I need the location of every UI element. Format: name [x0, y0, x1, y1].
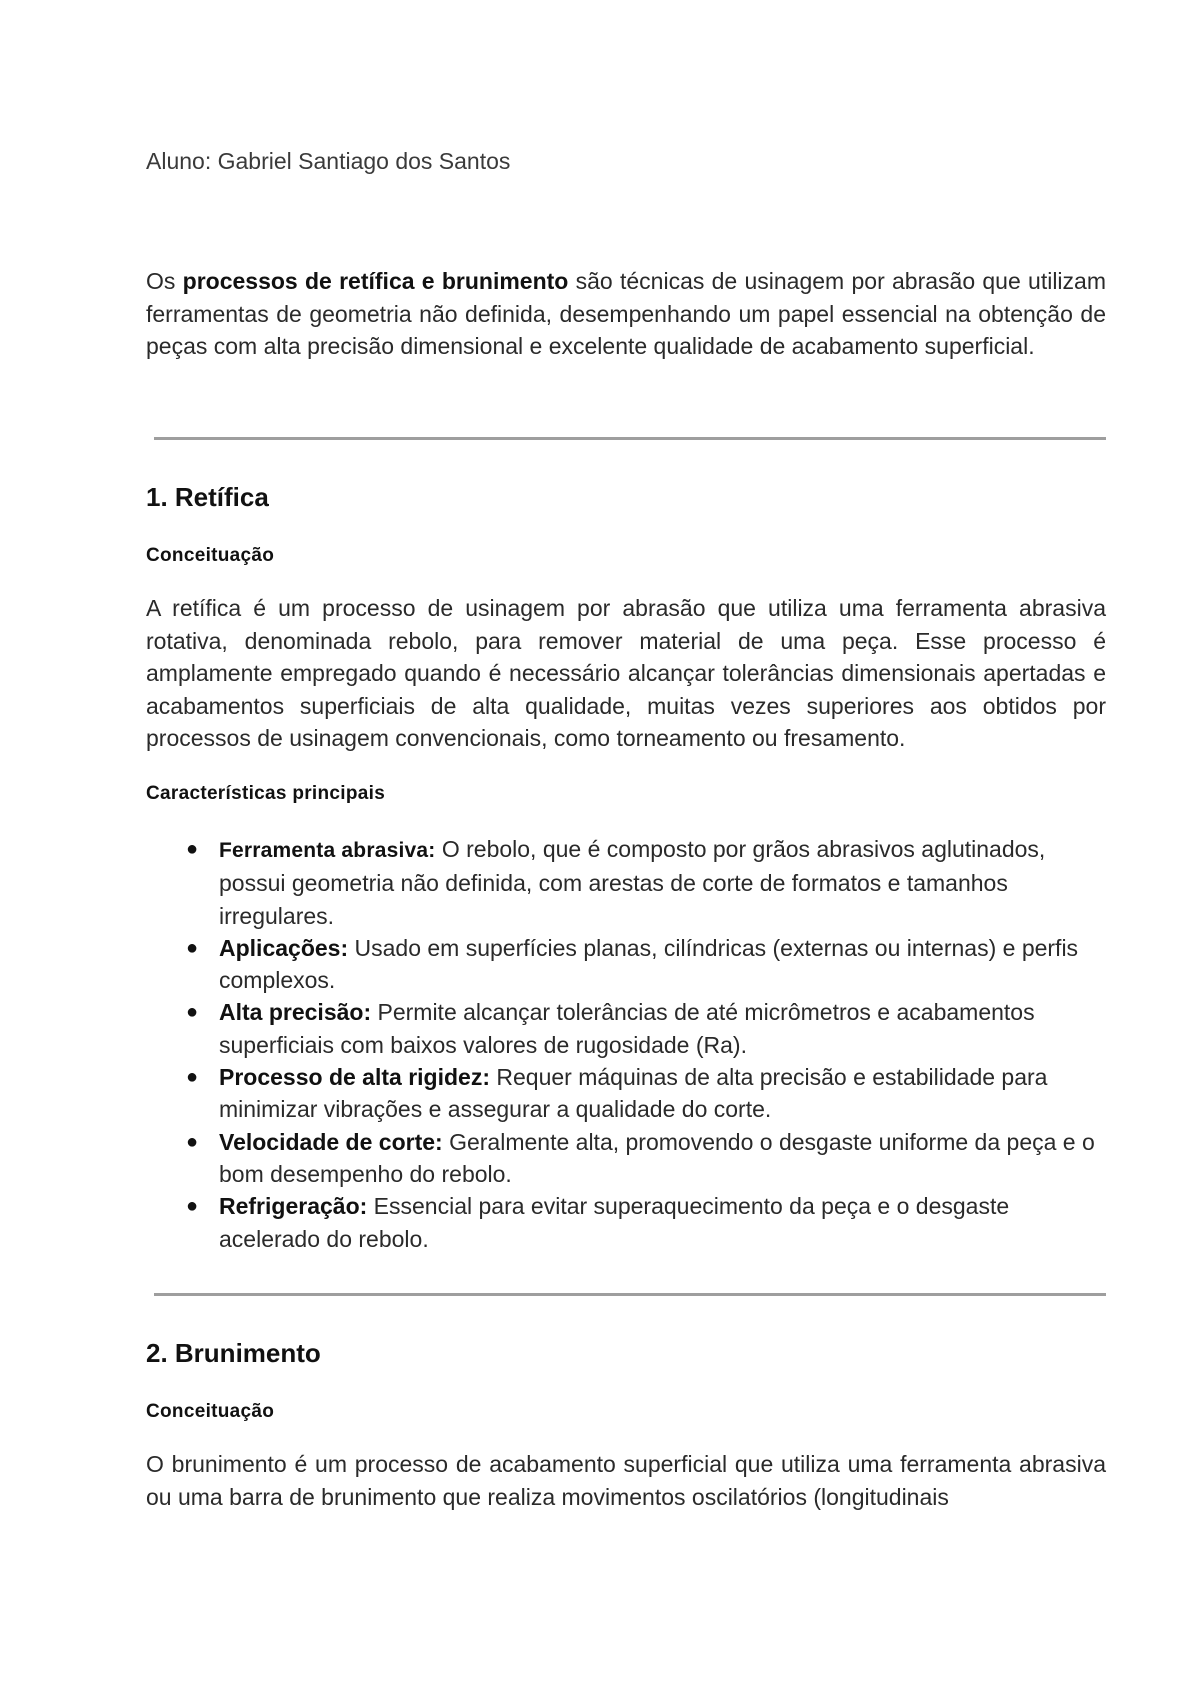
- list-item: [146, 1190, 1106, 1255]
- list-item-term: Refrigeração:: [219, 1193, 368, 1220]
- concept-text-brunimento: O brunimento é um processo de acabamento superficial que utiliza uma ferramenta abrasiva ou uma barra de brunimento que realiza movimentos oscilatórios (longitudinais: [146, 1451, 1106, 1510]
- student-name: Aluno: Gabriel Santiago dos Santos: [146, 148, 511, 174]
- features-heading: Características principais: [146, 783, 386, 804]
- list-item: [146, 1061, 1106, 1126]
- list-item-term: Ferramenta abrasiva:: [219, 839, 436, 862]
- bullet-icon: ●: [186, 1130, 199, 1153]
- features-list: [146, 833, 1106, 1255]
- concept-heading-retifica: Conceituação: [146, 545, 275, 566]
- intro-paragraph: [146, 265, 1106, 363]
- section-title-brunimento: 2. Brunimento: [146, 1338, 321, 1368]
- list-item: [146, 932, 1106, 997]
- list-item-text: Permite alcançar tolerâncias de até micrômetros e acabamentos superficiais com baixos valores de rugosidade (Ra).: [219, 999, 1035, 1058]
- concept-heading-brunimento: Conceituação: [146, 1401, 275, 1422]
- section-divider: [154, 437, 1106, 440]
- list-item: [146, 833, 1106, 932]
- bullet-icon: ●: [186, 1001, 199, 1024]
- bullet-icon: ●: [186, 1066, 199, 1089]
- list-item-text: O rebolo, que é composto por grãos abrasivos aglutinados, possui geometria não definida, com arestas de corte de formatos e tamanhos irregulares.: [219, 836, 1046, 929]
- list-item-text: Requer máquinas de alta precisão e estabilidade para minimizar vibrações e assegurar a qualidade do corte.: [219, 1064, 1048, 1123]
- bullet-icon: ●: [186, 838, 199, 860]
- intro-bold: processos de retífica e brunimento: [182, 268, 569, 294]
- list-item-term: Aplicações:: [219, 934, 349, 961]
- list-item-term: Processo de alta rigidez:: [219, 1064, 490, 1091]
- section-title-retifica: 1. Retífica: [146, 482, 269, 512]
- list-item-text: Essencial para evitar superaquecimento da peça e o desgaste acelerado do rebolo.: [219, 1193, 1010, 1252]
- bullet-icon: ●: [186, 1195, 199, 1218]
- bullet-icon: ●: [186, 936, 199, 959]
- intro-rest: são técnicas de usinagem por abrasão que utilizam ferramentas de geometria não definida, desempenhando um papel essencial na obtenção de peças com alta precisão dimensional e excelente qualidade de acabamento superficial.: [146, 268, 1106, 359]
- list-item-term: Velocidade de corte:: [219, 1128, 443, 1155]
- intro-prefix: Os: [146, 268, 183, 294]
- list-item-text: Usado em superfícies planas, cilíndricas (externas ou internas) e perfis complexos.: [219, 934, 1079, 994]
- list-item-term: Alta precisão:: [219, 999, 372, 1026]
- list-item: [146, 996, 1106, 1061]
- concept-text-retifica: A retífica é um processo de usinagem por abrasão que utiliza uma ferramenta abrasiva rotativa, denominada rebolo, para remover material de uma peça. Esse processo é amplamente empregado quando é necessário alcançar tolerâncias dimensionais apertadas e acabamentos superficiais de alta qualidade, muitas vezes superiores aos obtidos por processos de usinagem convencionais, como torneamento ou fresamento.: [146, 595, 1106, 751]
- list-item-text: Geralmente alta, promovendo o desgaste uniforme da peça e o bom desempenho do rebolo.: [219, 1128, 1095, 1187]
- section-divider: [154, 1293, 1106, 1296]
- list-item: [146, 1126, 1106, 1191]
